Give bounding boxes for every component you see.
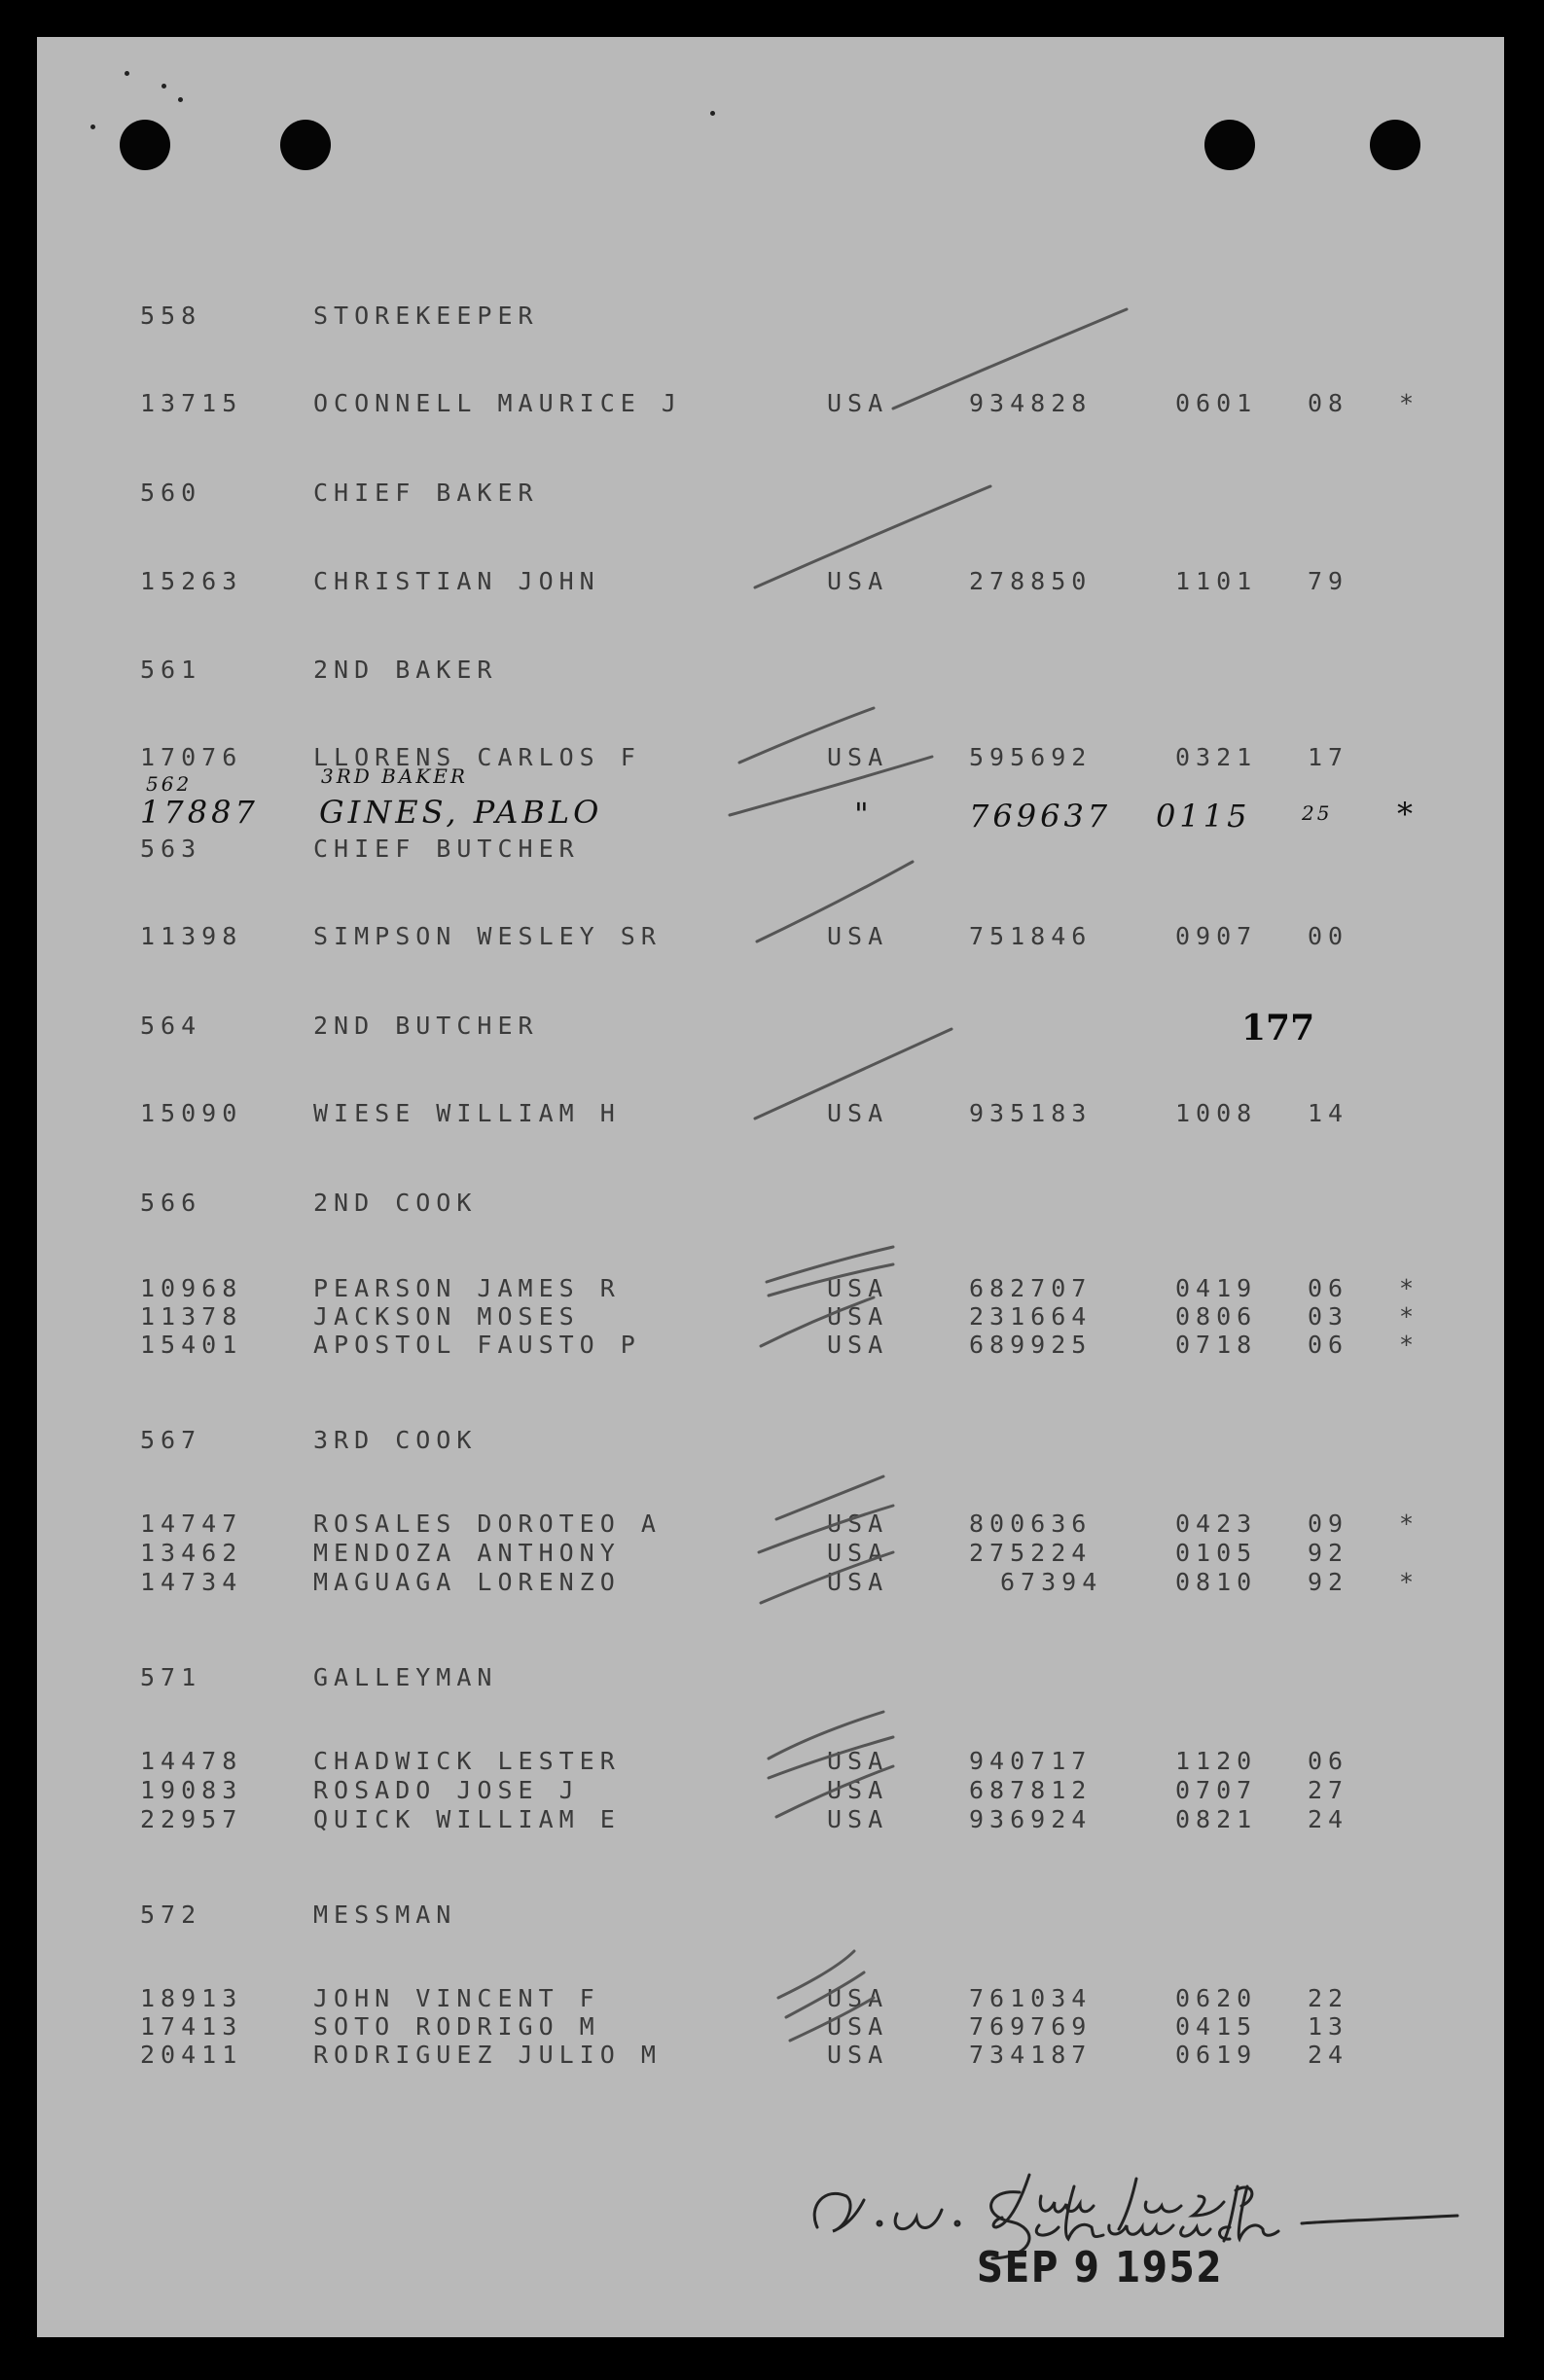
row-year: 92: [1308, 1539, 1349, 1567]
row-id: 13715: [140, 389, 243, 417]
row-country: USA: [827, 2012, 889, 2041]
row-id: 19083: [140, 1776, 243, 1804]
row-country: USA: [827, 1805, 889, 1833]
row-year: 06: [1308, 1274, 1349, 1302]
document-page: [37, 37, 1504, 2337]
row-date: 0707: [1175, 1776, 1258, 1804]
check-mark: [767, 1247, 893, 1282]
row-date: 0806: [1175, 1302, 1258, 1331]
row-number: 67394: [1000, 1568, 1103, 1596]
row-number: 689925: [969, 1331, 1093, 1359]
row-date: 1101: [1175, 567, 1258, 595]
row-date: 0718: [1175, 1331, 1258, 1359]
check-mark: [778, 1951, 854, 1998]
handwritten-number: 769637: [969, 798, 1112, 835]
row-year: 13: [1308, 2012, 1349, 2041]
row-country: USA: [827, 389, 889, 417]
handwritten-id: 17887: [140, 794, 259, 831]
row-number: 936924: [969, 1805, 1093, 1833]
row-country: USA: [827, 1747, 889, 1775]
row-number: 800636: [969, 1510, 1093, 1538]
row-date: 1008: [1175, 1099, 1258, 1127]
section-title: 3RD COOK: [313, 1426, 478, 1454]
row-id: 14734: [140, 1568, 243, 1596]
row-number: 278850: [969, 567, 1093, 595]
row-mark: *: [1399, 389, 1420, 417]
row-date: 0821: [1175, 1805, 1258, 1833]
row-id: 13462: [140, 1539, 243, 1567]
row-country: USA: [827, 1331, 889, 1359]
row-country: USA: [827, 1099, 889, 1127]
row-country: USA: [827, 2041, 889, 2069]
check-mark: [730, 757, 932, 815]
row-year: 09: [1308, 1510, 1349, 1538]
row-date: 0105: [1175, 1539, 1258, 1567]
row-mark: *: [1399, 1568, 1420, 1596]
row-date: 0907: [1175, 922, 1258, 950]
row-id: 17076: [140, 743, 243, 771]
row-name: JACKSON MOSES: [313, 1302, 580, 1331]
section-title: CHIEF BUTCHER: [313, 835, 580, 863]
handwritten-date: 0115: [1156, 798, 1251, 835]
row-name: MAGUAGA LORENZO: [313, 1568, 621, 1596]
section-title: STOREKEEPER: [313, 302, 539, 330]
row-date: 0619: [1175, 2041, 1258, 2069]
row-id: 15401: [140, 1331, 243, 1359]
check-mark: [755, 486, 990, 587]
row-country: USA: [827, 1984, 889, 2012]
row-date: 0419: [1175, 1274, 1258, 1302]
row-name: WIESE WILLIAM H: [313, 1099, 621, 1127]
row-year: 14: [1308, 1099, 1349, 1127]
row-country: USA: [827, 1274, 889, 1302]
row-year: 24: [1308, 2041, 1349, 2069]
row-country: USA: [827, 1539, 889, 1567]
section-title: 2ND BUTCHER: [313, 1012, 539, 1040]
section-code: 566: [140, 1189, 202, 1217]
row-year: 03: [1308, 1302, 1349, 1331]
signature-title-handwriting: [990, 2167, 1302, 2245]
row-mark: *: [1399, 1510, 1420, 1538]
section-code: 558: [140, 302, 202, 330]
handwritten-mark: *: [1397, 796, 1417, 833]
row-id: 11378: [140, 1302, 243, 1331]
row-name: SIMPSON WESLEY SR: [313, 922, 662, 950]
pencil-check-marks: [37, 37, 1504, 2337]
row-country: USA: [827, 1776, 889, 1804]
row-year: 00: [1308, 922, 1349, 950]
check-mark: [769, 1264, 893, 1296]
row-date: 0601: [1175, 389, 1258, 417]
handwritten-ditto: ": [854, 796, 873, 833]
handwritten-name: GINES, PABLO: [319, 794, 603, 831]
check-mark: [776, 1766, 893, 1817]
row-year: 08: [1308, 389, 1349, 417]
row-date: 1120: [1175, 1747, 1258, 1775]
check-mark: [893, 309, 1127, 409]
row-country: USA: [827, 1510, 889, 1538]
row-mark: *: [1399, 1274, 1420, 1302]
row-id: 15090: [140, 1099, 243, 1127]
row-number: 761034: [969, 1984, 1093, 2012]
row-name: MENDOZA ANTHONY: [313, 1539, 621, 1567]
row-year: 79: [1308, 567, 1349, 595]
row-number: 935183: [969, 1099, 1093, 1127]
row-id: 15263: [140, 567, 243, 595]
section-title: MESSMAN: [313, 1900, 457, 1929]
row-date: 0423: [1175, 1510, 1258, 1538]
row-number: 231664: [969, 1302, 1093, 1331]
row-number: 682707: [969, 1274, 1093, 1302]
row-date: 0321: [1175, 743, 1258, 771]
section-title: 2ND COOK: [313, 1189, 478, 1217]
row-id: 18913: [140, 1984, 243, 2012]
check-mark: [790, 1998, 874, 2041]
handwritten-code: 562: [146, 772, 193, 796]
check-mark: [739, 708, 874, 763]
section-title: 2ND BAKER: [313, 656, 498, 684]
row-id: 11398: [140, 922, 243, 950]
row-name: PEARSON JAMES R: [313, 1274, 621, 1302]
row-name: ROSALES DOROTEO A: [313, 1510, 662, 1538]
row-year: 22: [1308, 1984, 1349, 2012]
row-number: 734187: [969, 2041, 1093, 2069]
row-number: 687812: [969, 1776, 1093, 1804]
section-code: 567: [140, 1426, 202, 1454]
page-number: 177: [1241, 1008, 1315, 1048]
row-year: 27: [1308, 1776, 1349, 1804]
check-mark: [761, 1297, 874, 1346]
row-country: USA: [827, 567, 889, 595]
check-mark: [757, 862, 913, 941]
section-code: 563: [140, 835, 202, 863]
row-name: RODRIGUEZ JULIO M: [313, 2041, 662, 2069]
row-number: 275224: [969, 1539, 1093, 1567]
section-code: 560: [140, 479, 202, 507]
row-id: 14478: [140, 1747, 243, 1775]
row-number: 751846: [969, 922, 1093, 950]
row-mark: *: [1399, 1302, 1420, 1331]
check-mark: [755, 1029, 952, 1119]
row-number: 940717: [969, 1747, 1093, 1775]
row-id: 20411: [140, 2041, 243, 2069]
row-id: 17413: [140, 2012, 243, 2041]
row-name: LLORENS CARLOS F: [313, 743, 641, 771]
section-code: 572: [140, 1900, 202, 1929]
row-year: 92: [1308, 1568, 1349, 1596]
row-name: APOSTOL FAUSTO P: [313, 1331, 641, 1359]
date-stamp: SEP 9 1952: [977, 2243, 1224, 2292]
row-date: 0415: [1175, 2012, 1258, 2041]
section-code: 561: [140, 656, 202, 684]
row-number: 769769: [969, 2012, 1093, 2041]
row-number: 595692: [969, 743, 1093, 771]
section-title: CHIEF BAKER: [313, 479, 539, 507]
row-mark: *: [1399, 1331, 1420, 1359]
section-code: 564: [140, 1012, 202, 1040]
row-date: 0620: [1175, 1984, 1258, 2012]
row-country: USA: [827, 1302, 889, 1331]
row-id: 14747: [140, 1510, 243, 1538]
row-date: 0810: [1175, 1568, 1258, 1596]
check-mark: [769, 1712, 883, 1758]
row-country: USA: [827, 743, 889, 771]
check-mark: [759, 1506, 893, 1552]
row-name: SOTO RODRIGO M: [313, 2012, 600, 2041]
row-year: 06: [1308, 1747, 1349, 1775]
section-title: GALLEYMAN: [313, 1663, 498, 1691]
row-name: CHADWICK LESTER: [313, 1747, 621, 1775]
handwritten-title: 3RD BAKER: [321, 764, 468, 788]
row-name: CHRISTIAN JOHN: [313, 567, 600, 595]
row-country: USA: [827, 1568, 889, 1596]
row-name: JOHN VINCENT F: [313, 1984, 600, 2012]
row-name: QUICK WILLIAM E: [313, 1805, 621, 1833]
row-id: 10968: [140, 1274, 243, 1302]
row-year: 24: [1308, 1805, 1349, 1833]
row-name: ROSADO JOSE J: [313, 1776, 580, 1804]
check-mark: [761, 1552, 893, 1603]
row-name: OCONNELL MAURICE J: [313, 389, 682, 417]
row-id: 22957: [140, 1805, 243, 1833]
handwritten-year: 25: [1302, 801, 1333, 825]
row-year: 06: [1308, 1331, 1349, 1359]
row-number: 934828: [969, 389, 1093, 417]
row-year: 17: [1308, 743, 1349, 771]
section-code: 571: [140, 1663, 202, 1691]
row-country: USA: [827, 922, 889, 950]
